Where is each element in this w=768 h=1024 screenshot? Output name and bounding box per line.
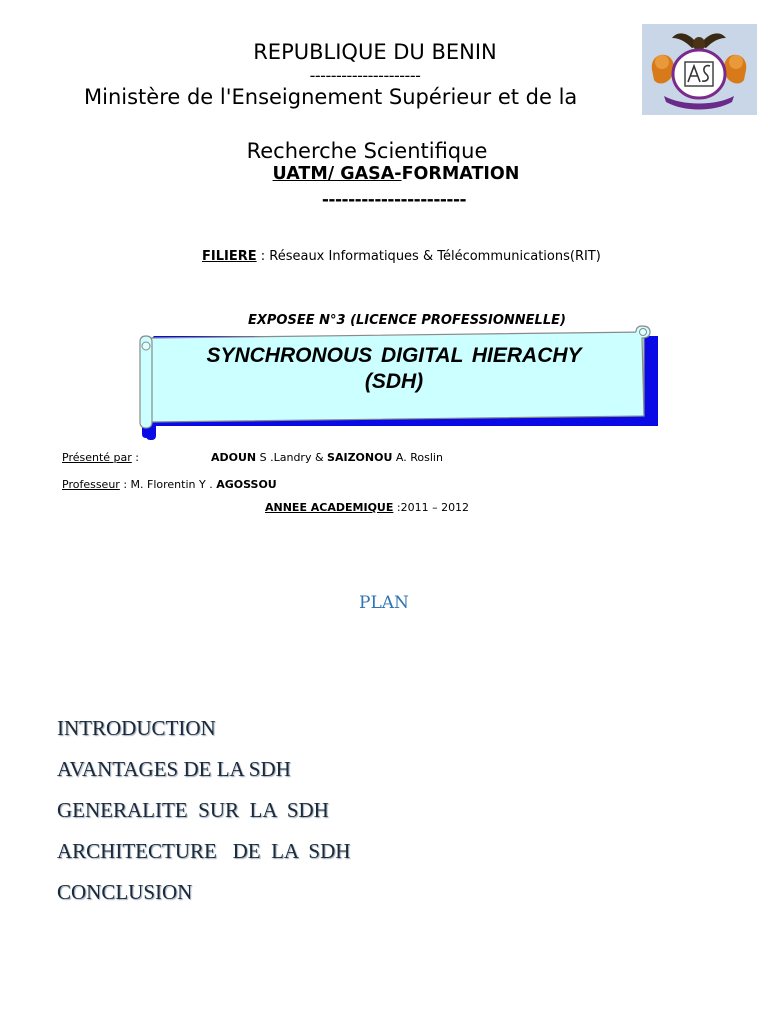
professor-line xyxy=(62,478,277,491)
plan-item-generalite: GENERALITE SUR LA SDH xyxy=(57,798,329,822)
author2-lastname: SAIZONOU xyxy=(327,451,393,464)
presenters-label: Présenté par xyxy=(62,451,132,464)
ministry-line-1: Ministère de l'Enseignement Supérieur et de la xyxy=(84,85,578,109)
plan-item-avantages: AVANTAGES DE LA SDH xyxy=(57,757,291,781)
plan-item-conclusion: CONCLUSION xyxy=(57,880,193,904)
presenters-label-line xyxy=(62,451,139,464)
presenters-colon: : xyxy=(131,451,139,464)
institution-name xyxy=(0,164,768,184)
field-label: FILIERE xyxy=(202,249,257,264)
country-title: REPUBLIQUE DU BENIN xyxy=(253,40,497,64)
presentation-number: EXPOSEE N°3 (LICENCE PROFESSIONNELLE) xyxy=(248,313,566,328)
university-crest-icon xyxy=(642,24,757,115)
separator-line: --------------------- xyxy=(309,66,421,85)
academic-year-label: ANNEE ACADEMIQUE xyxy=(265,501,394,514)
presenters-names xyxy=(211,451,443,464)
author1-lastname: ADOUN xyxy=(211,451,257,464)
ministry-line-2: Recherche Scientifique xyxy=(246,139,488,163)
author1-firstname: S .Landry & xyxy=(256,451,328,464)
professor-label: Professeur xyxy=(62,478,120,491)
academic-year-value: :2011 – 2012 xyxy=(393,501,470,514)
document-title-line-1: SYNCHRONOUS DIGITAL HIERACHY xyxy=(206,344,582,367)
plan-item-architecture: ARCHITECTURE DE LA SDH xyxy=(57,839,351,863)
field-value: : Réseaux Informatiques & Télécommunications(RIT) xyxy=(256,249,601,264)
professor-lastname: AGOSSOU xyxy=(216,478,277,491)
field-of-study xyxy=(202,249,601,264)
institution-prefix: UATM/ GASA- xyxy=(272,164,402,184)
plan-item-introduction: INTRODUCTION xyxy=(57,716,216,740)
separator-line-bold: ---------------------- xyxy=(321,190,467,210)
document-title-line-2: (SDH) xyxy=(364,370,424,393)
document-title xyxy=(150,343,638,395)
institution-suffix: FORMATION xyxy=(401,164,520,184)
author2-firstname: A. Roslin xyxy=(392,451,443,464)
professor-name: : M. Florentin Y . xyxy=(119,478,217,491)
plan-heading: PLAN xyxy=(359,593,409,613)
academic-year xyxy=(265,501,469,514)
